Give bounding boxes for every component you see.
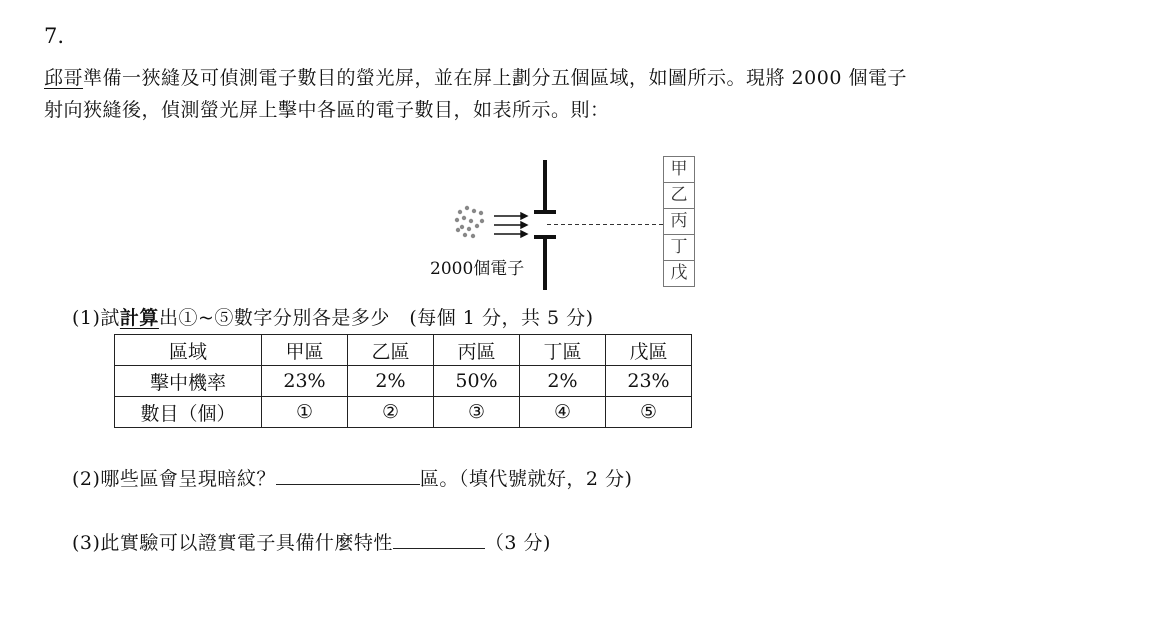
electron-source-label: 2000個電子 xyxy=(430,259,525,279)
table-row xyxy=(115,397,692,428)
answer-blank xyxy=(276,464,420,485)
part-1-emphasis: 計算 xyxy=(119,307,159,329)
fluorescent-screen xyxy=(663,156,695,287)
question-intro xyxy=(44,62,1124,126)
table-cell: 23% xyxy=(262,366,348,397)
part-3-suffix: （3 分) xyxy=(484,532,551,554)
screen-zone-3: 丙 xyxy=(664,209,694,235)
probability-table xyxy=(114,334,692,428)
table-cell: ⑤ xyxy=(606,397,692,428)
screen-zone-1: 甲 xyxy=(664,157,694,183)
part-3-prompt xyxy=(72,528,551,555)
table-cell: ① xyxy=(262,397,348,428)
part-2-suffix: 區。（填代號就好，2 分) xyxy=(419,468,633,490)
part-2-prompt xyxy=(72,464,632,491)
part-1-prompt xyxy=(72,303,594,330)
table-row xyxy=(115,366,692,397)
part-2-prefix: (2)哪些區會呈現暗紋？ xyxy=(72,468,276,490)
question-number: 7. xyxy=(44,24,65,48)
intro-line-1 xyxy=(44,62,1124,94)
table-row xyxy=(115,335,692,366)
table-cell: ③ xyxy=(434,397,520,428)
screen-zone-4: 丁 xyxy=(664,235,694,261)
electron-cloud xyxy=(455,206,484,238)
table-row-label: 擊中機率 xyxy=(115,366,262,397)
table-cell: 50% xyxy=(434,366,520,397)
table-header-cell: 區域 xyxy=(115,335,262,366)
table-header-cell: 乙區 xyxy=(348,335,434,366)
part-1-suffix: 出①~⑤數字分別各是多少 (每個 1 分，共 5 分) xyxy=(158,307,594,329)
intro-line-2: 射向狹縫後，偵測螢光屏上擊中各區的電子數目，如表所示。則： xyxy=(44,99,610,121)
table-cell: 23% xyxy=(606,366,692,397)
slit-barrier xyxy=(534,160,556,290)
screen-zone-2: 乙 xyxy=(664,183,694,209)
part-1-prefix: (1)試 xyxy=(72,307,120,329)
answer-blank xyxy=(393,528,485,549)
screen-zone-5: 戊 xyxy=(670,263,688,283)
electron-arrows xyxy=(494,213,527,237)
table-cell: 2% xyxy=(348,366,434,397)
table-cell: 2% xyxy=(520,366,606,397)
table-cell: ② xyxy=(348,397,434,428)
teacher-name: 邱哥 xyxy=(44,67,84,89)
table-header-cell: 丁區 xyxy=(520,335,606,366)
part-3-prefix: (3)此實驗可以證實電子具備什麼特性 xyxy=(72,532,393,554)
table-cell: ④ xyxy=(520,397,606,428)
table-header-cell: 戊區 xyxy=(606,335,692,366)
table-header-cell: 甲區 xyxy=(262,335,348,366)
table-row-label: 數目（個） xyxy=(115,397,262,428)
intro-line-1-text: 準備一狹縫及可偵測電子數目的螢光屏，並在屏上劃分五個區域，如圖所示。現將 2000 個電子 xyxy=(83,67,907,89)
table-header-cell: 丙區 xyxy=(434,335,520,366)
